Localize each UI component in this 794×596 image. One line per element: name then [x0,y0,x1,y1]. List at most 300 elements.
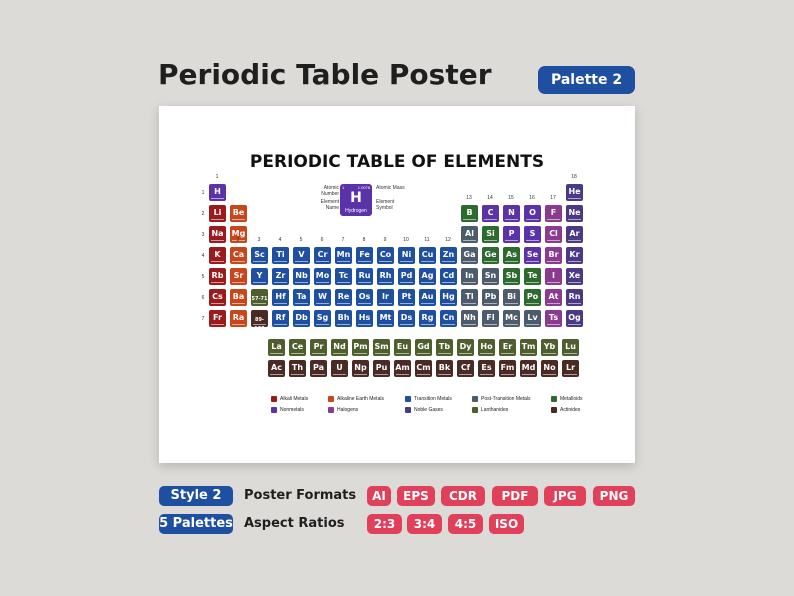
element-cell [331,360,348,377]
element-cell [272,310,289,327]
element-cell [289,360,306,377]
element-name-line [312,353,325,354]
element-symbol: No [543,363,556,372]
element-name-line [442,282,455,283]
element-name-line [400,282,413,283]
period-label: 3 [201,232,205,238]
element-cell [562,360,579,377]
element-cell [377,310,394,327]
element-name-line [211,261,224,262]
element-name-line [253,261,266,262]
element-name-line [421,303,434,304]
element-symbol: Cm [416,363,431,372]
element-cell [545,268,562,285]
element-name-line [211,219,224,220]
element-name-line [421,261,434,262]
group-label: 2 [236,237,240,243]
element-symbol: Er [502,342,513,351]
element-name-line [501,353,514,354]
element-name-line [547,282,560,283]
element-name-line [484,324,497,325]
element-symbol: B [466,208,473,217]
group-label: 13 [466,195,472,201]
element-cell [314,268,331,285]
legend-swatch [551,407,557,413]
element-name-line [379,261,392,262]
element-cell [310,360,327,377]
element-name-line [505,282,518,283]
element-symbol: La [271,342,282,351]
element-name-line [484,303,497,304]
element-symbol: Fl [486,313,495,322]
element-symbol: Te [527,271,538,280]
element-name-line [400,303,413,304]
element-symbol: Tl [465,292,474,301]
element-cell [268,360,285,377]
element-name-line [274,261,287,262]
element-name-line [501,374,514,375]
element-symbol: Fe [359,250,370,259]
element-cell [541,360,558,377]
element-symbol: Cn [442,313,455,322]
element-symbol: Cf [460,363,471,372]
legend-label: Post-Transition Metals [481,396,531,402]
element-name-line [396,353,409,354]
format-chip-pdf: PDF [492,486,538,506]
element-symbol: Ir [382,292,389,301]
element-name-line [421,282,434,283]
period-label: 2 [201,211,205,217]
element-cell [314,289,331,306]
element-symbol: 57-71 [251,296,268,302]
element-symbol: Pb [484,292,497,301]
element-symbol: Ho [480,342,493,351]
legend-item [405,407,443,415]
legend-label: Alkaline Earth Metals [337,396,384,402]
element-name-line [526,303,539,304]
element-symbol: Na [211,229,224,238]
element-symbol: Po [526,292,539,301]
element-cell [440,289,457,306]
element-symbol: Ru [358,271,371,280]
element-cell [293,310,310,327]
element-cell [436,339,453,356]
legend-label: Noble Gases [414,407,443,413]
element-cell [524,268,541,285]
element-symbol: Rf [275,313,286,322]
element-symbol: Ni [401,250,412,259]
element-cell [461,268,478,285]
element-name-line [379,282,392,283]
legend-swatch [551,396,557,402]
element-name-line [522,353,535,354]
element-cell [272,268,289,285]
element-symbol: Cs [212,292,223,301]
element-name-line [459,353,472,354]
element-cell [499,339,516,356]
element-name-line [232,324,245,325]
element-name-line [463,240,476,241]
page-title: Periodic Table Poster [158,58,492,91]
element-name-line [526,261,539,262]
element-symbol: Ga [463,250,476,259]
element-name-line [505,261,518,262]
element-cell [499,360,516,377]
element-name-line [400,324,413,325]
element-cell [314,310,331,327]
element-symbol: Pr [313,342,324,351]
element-symbol: U [336,363,343,372]
period-label: 1 [201,190,205,196]
element-name-line [484,240,497,241]
element-cell [209,247,226,264]
legend-label: Transition Metals [414,396,452,402]
element-cell [419,310,436,327]
element-symbol: Sm [374,342,389,351]
element-symbol: Sr [233,271,244,280]
element-name-line [547,219,560,220]
legend-swatch [472,396,478,402]
element-symbol: Og [568,313,581,322]
ratio-chip-4-5: 4:5 [448,514,483,534]
element-cell [482,289,499,306]
element-cell [566,310,583,327]
element-symbol: At [548,292,559,301]
element-cell [524,205,541,222]
format-chip-jpg: JPG [544,486,586,506]
element-name-line [421,324,434,325]
element-name-line [379,303,392,304]
element-symbol: He [568,187,581,196]
period-label: 5 [201,274,205,280]
ratio-chip-2-3: 2:3 [367,514,402,534]
element-symbol: Hg [442,292,455,301]
element-name-line [480,353,493,354]
element-cell [272,289,289,306]
element-symbol: Nh [463,313,476,322]
group-label: 4 [278,237,282,243]
element-name-line [274,282,287,283]
element-name-line [232,303,245,304]
element-cell [356,268,373,285]
element-symbol: Bi [507,292,516,301]
period-label: 4 [201,253,205,259]
element-name-line [463,261,476,262]
element-symbol: Fm [500,363,515,372]
element-name-line [337,324,350,325]
element-cell [209,310,226,327]
element-name-line [568,324,581,325]
element-symbol: Fr [213,313,222,322]
element-symbol: Ta [296,292,307,301]
element-cell [457,339,474,356]
element-cell [566,247,583,264]
element-cell [251,247,268,264]
element-name-line [568,240,581,241]
element-cell [230,268,247,285]
element-cell [482,226,499,243]
key-atomic-number: 1 [342,185,345,190]
element-cell [482,205,499,222]
legend-item [551,407,580,415]
element-cell [478,339,495,356]
element-symbol: Br [548,250,559,259]
element-cell [545,289,562,306]
element-cell [398,247,415,264]
element-name-line [291,374,304,375]
element-symbol: Pt [401,292,412,301]
element-symbol: Pa [312,363,325,372]
element-name-line [459,374,472,375]
element-name-line [375,374,388,375]
element-cell [398,289,415,306]
element-symbol: Al [465,229,474,238]
element-cell [566,226,583,243]
element-symbol: Rb [211,271,224,280]
element-name-line [211,303,224,304]
element-symbol: Dy [459,342,472,351]
element-cell [461,247,478,264]
element-cell [503,226,520,243]
poster-title: PERIODIC TABLE OF ELEMENTS [249,152,545,172]
group-label: 5 [299,237,303,243]
element-symbol: Bh [337,313,350,322]
element-symbol: Ts [548,313,559,322]
element-name-line [505,303,518,304]
element-name-line [312,374,325,375]
element-name-line [253,282,266,283]
palettes-badge: 5 Palettes [159,514,233,534]
element-symbol: Ba [232,292,245,301]
element-cell [314,247,331,264]
element-name-line [316,282,329,283]
element-cell [209,205,226,222]
element-symbol: Zn [442,250,455,259]
element-symbol: Sg [316,313,329,322]
element-cell [209,184,226,201]
element-symbol: S [529,229,536,238]
element-symbol: Zr [275,271,286,280]
element-cell [503,247,520,264]
element-symbol: Tb [438,342,451,351]
poster-formats-label: Poster Formats [244,488,357,503]
element-cell [503,205,520,222]
element-cell [503,268,520,285]
element-symbol: Ds [400,313,413,322]
element-cell [293,247,310,264]
element-symbol: Sb [505,271,518,280]
element-cell [335,289,352,306]
element-symbol: Md [521,363,536,372]
group-label: 7 [341,237,345,243]
element-symbol: Ne [568,208,581,217]
key-symbol: H [350,190,362,206]
element-cell [352,339,369,356]
element-symbol: Ca [232,250,245,259]
element-cell [356,247,373,264]
element-name-line [232,282,245,283]
group-label: 9 [383,237,387,243]
legend-label: Actinides [560,407,581,413]
element-name-line [463,303,476,304]
element-name-line [253,324,266,325]
element-symbol: Tm [521,342,536,351]
element-cell [545,310,562,327]
element-symbol: Cr [317,250,328,259]
element-symbol: Ag [421,271,434,280]
element-name-line [211,198,224,199]
aspect-ratios-label: Aspect Ratios [244,516,345,531]
group-label: 1 [215,174,219,180]
group-label: 11 [424,237,430,243]
element-name-line [295,282,308,283]
element-symbol: Mt [379,313,392,322]
format-chip-cdr: CDR [441,486,485,506]
element-cell [373,360,390,377]
element-name-line [232,219,245,220]
element-name-line [354,374,367,375]
element-cell [524,226,541,243]
element-symbol: Ar [569,229,580,238]
element-name-line [379,324,392,325]
element-name-line [232,261,245,262]
element-symbol: Ti [276,250,285,259]
element-cell [415,360,432,377]
element-symbol: H [214,187,221,196]
element-name-line [568,219,581,220]
element-cell [293,289,310,306]
element-name-line [568,303,581,304]
element-name-line [463,282,476,283]
group-label: 15 [508,195,514,201]
element-name-line [568,282,581,283]
element-symbol: Ge [484,250,497,259]
legend-label: Alkali Metals [280,396,309,402]
group-label: 17 [550,195,556,201]
element-cell [394,339,411,356]
element-symbol: Cu [421,250,434,259]
element-cell [293,268,310,285]
element-symbol: Mo [315,271,330,280]
group-label: 18 [571,174,577,180]
element-cell [440,268,457,285]
legend-item [405,396,452,404]
element-name-line [400,261,413,262]
format-chip-eps: EPS [397,486,435,506]
element-symbol: Yb [543,342,556,351]
group-label: 6 [320,237,324,243]
legend-label: Halogens [337,407,359,413]
element-cell [520,360,537,377]
key-name: Hydrogen [345,208,367,214]
element-cell [482,310,499,327]
element-cell [356,289,373,306]
element-symbol: Pu [375,363,388,372]
element-cell [566,268,583,285]
element-name-line [358,324,371,325]
legend-swatch [271,396,277,402]
element-name-line [564,374,577,375]
element-symbol: Pd [400,271,413,280]
element-name-line [375,353,388,354]
element-name-line [295,303,308,304]
element-symbol: Mn [336,250,351,259]
element-cell [356,310,373,327]
group-label: 3 [257,237,261,243]
group-label: 16 [529,195,535,201]
element-symbol: Lr [565,363,576,372]
element-cell [335,268,352,285]
element-cell [566,289,583,306]
element-name-line [354,353,367,354]
legend [271,396,611,416]
element-symbol: Am [395,363,410,372]
element-name-line [463,324,476,325]
legend-swatch [405,407,411,413]
element-name-line [358,261,371,262]
element-symbol: Si [486,229,495,238]
element-cell [478,360,495,377]
element-cell [503,310,520,327]
element-name-line [526,219,539,220]
element-name-line [396,374,409,375]
element-cell [419,289,436,306]
element-name-line [484,219,497,220]
element-symbol: Rh [379,271,392,280]
element-name-line [543,353,556,354]
element-cell [461,310,478,327]
element-name-line [417,353,430,354]
element-name-line [547,324,560,325]
key-label-atomic-mass: Atomic Mass [376,185,405,191]
element-name-line [505,240,518,241]
element-cell [482,268,499,285]
element-cell [209,226,226,243]
element-cell [524,289,541,306]
element-name-line [333,374,346,375]
element-cell [373,339,390,356]
period-label: 6 [201,295,205,301]
legend-label: Nonmetals [280,407,304,413]
legend-label: Metalloids [560,396,583,402]
element-cell [398,310,415,327]
element-cell [419,247,436,264]
element-name-line [568,198,581,199]
element-name-line [295,261,308,262]
element-cell [419,268,436,285]
element-cell [352,360,369,377]
element-cell [545,205,562,222]
element-symbol: O [529,208,536,217]
element-symbol: Rn [568,292,581,301]
element-cell [482,247,499,264]
group-label: 10 [403,237,409,243]
element-symbol: In [465,271,474,280]
element-cell [520,339,537,356]
legend-item [328,407,358,415]
element-symbol: Re [337,292,350,301]
legend-swatch [328,407,334,413]
legend-swatch [472,407,478,413]
element-symbol: Se [526,250,539,259]
ratio-chip-3-4: 3:4 [407,514,442,534]
element-symbol: P [508,229,515,238]
element-symbol: Es [481,363,492,372]
element-name-line [547,261,560,262]
element-name-line [505,324,518,325]
element-name-line [291,353,304,354]
element-cell [436,360,453,377]
